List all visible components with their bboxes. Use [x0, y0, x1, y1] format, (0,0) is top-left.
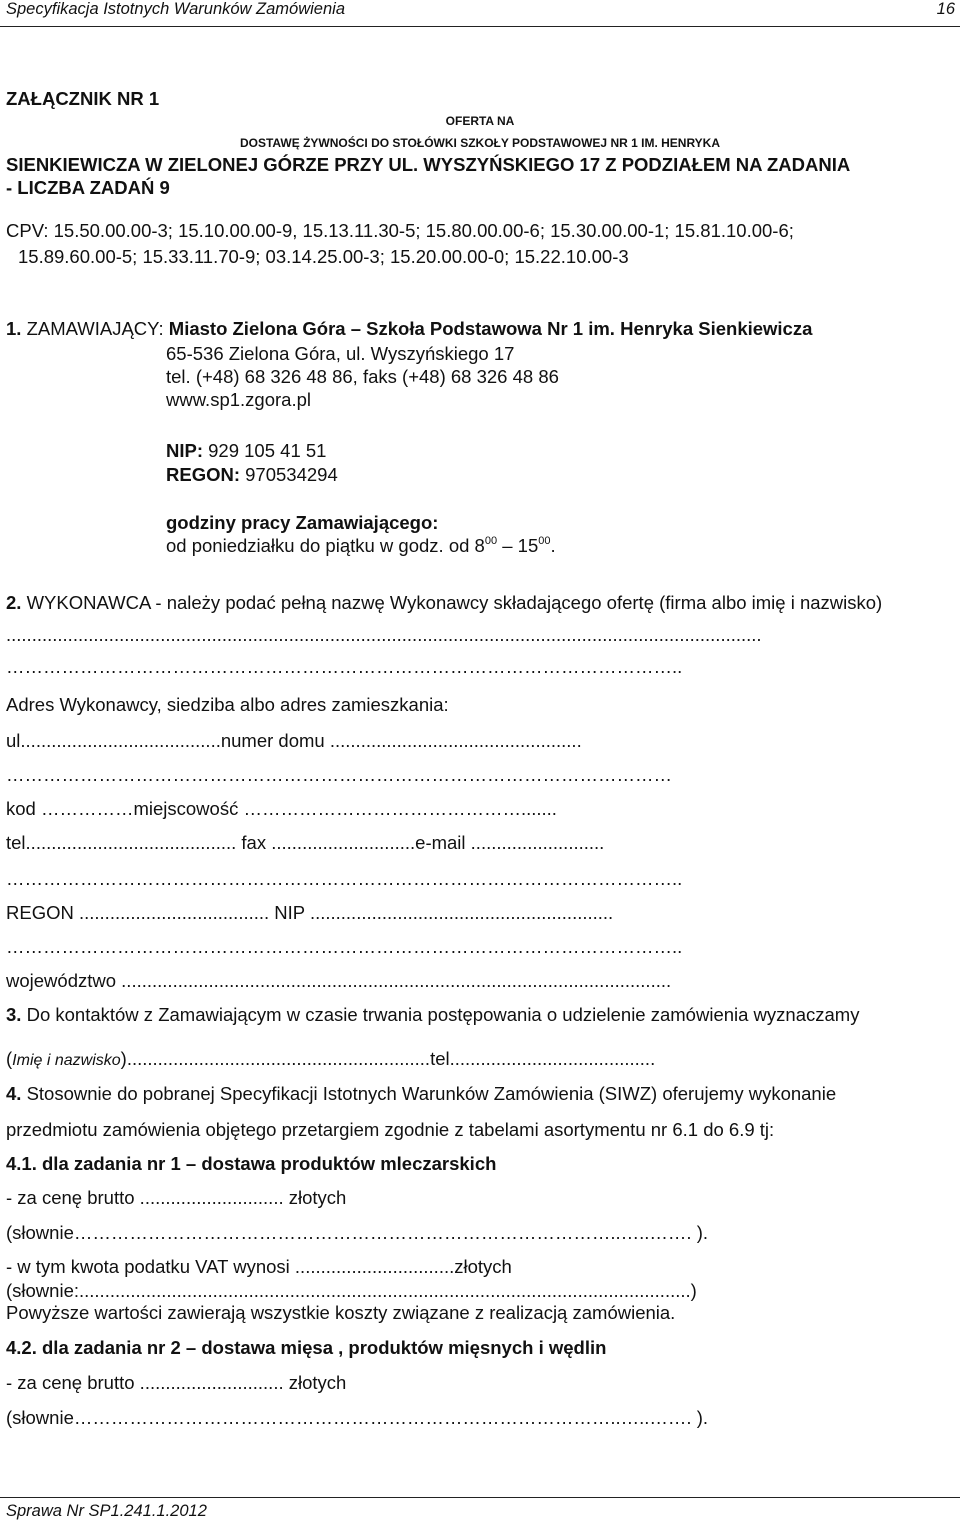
task-1-vat-words-field[interactable]: (słownie:.......................................................................................................................)	[6, 1280, 697, 1301]
phone-fax-email-field[interactable]: tel......................................... fax ............................e-mail ..........................	[6, 832, 605, 853]
offer-line-1: DOSTAWĘ ŻYWNOŚCI DO STOŁÓWKI SZKOŁY PODSTAWOWEJ NR 1 IM. HENRYKA	[239, 136, 721, 150]
offer-line-3: - LICZBA ZADAŃ 9	[6, 177, 170, 198]
offer-title: OFERTA NA	[445, 114, 515, 128]
section-1-heading	[6, 318, 812, 340]
postal-code-city-field[interactable]: kod ……………miejscowość ……………………………………….......	[6, 798, 557, 819]
contracting-authority-address: 65-536 Zielona Góra, ul. Wyszyńskiego 17	[166, 343, 515, 364]
section-4-number: 4.	[6, 1083, 22, 1104]
section-3-heading	[6, 1004, 859, 1026]
hours-sup-1: 00	[484, 535, 498, 547]
task-2-price-field[interactable]: - za cenę brutto ............................ złotych	[6, 1372, 347, 1393]
regon-value: 970534294	[245, 464, 338, 485]
section-4-line-2: przedmiotu zamówienia objętego przetargiem zgodnie z tabelami asortymentu nr 6.1 do 6.9 tj:	[6, 1119, 775, 1140]
task-1-price-field[interactable]: - za cenę brutto ............................ złotych	[6, 1187, 347, 1208]
page-number: 16	[936, 0, 955, 18]
address-field-2[interactable]: ………………………………………………………………………………………………	[6, 764, 672, 785]
working-hours	[166, 535, 556, 557]
cpv-line-1: CPV: 15.50.00.00-3; 15.10.00.00-9, 15.13.11.30-5; 15.80.00.00-6; 15.30.00.00-1; 15.81.10.00-6;	[6, 220, 794, 241]
contact-field-2[interactable]: ………………………………………………………………………………………………..	[6, 868, 683, 889]
task-2-number: 4.2.	[6, 1337, 37, 1358]
offer-line-2: SIENKIEWICZA W ZIELONEJ GÓRZE PRZY UL. WYSZYŃSKIEGO 17 Z PODZIAŁEM NA ZADANIA	[6, 154, 851, 175]
cpv-line-2: 15.89.60.00-5; 15.33.11.70-9; 03.14.25.00-3; 15.20.00.00-0; 15.22.10.00-3	[18, 246, 629, 267]
section-2-heading	[6, 592, 882, 614]
nip-label: NIP:	[166, 440, 203, 461]
task-1-heading	[6, 1153, 496, 1175]
task-1-price-words-field[interactable]: (słownie……………………………………………………………………………..…..……. ).	[6, 1222, 708, 1243]
task-1-vat-field[interactable]: - w tym kwota podatku VAT wynosi ...............................złotych	[6, 1256, 512, 1277]
contact-name-label: Imię i nazwisko	[12, 1052, 121, 1069]
task-1-title: dla zadania nr 1 – dostawa produktów mleczarskich	[42, 1153, 497, 1174]
page-header	[0, 0, 960, 27]
nip-line	[166, 440, 326, 462]
contracting-authority-phone: tel. (+48) 68 326 48 86, faks (+48) 68 326 48 86	[166, 366, 559, 387]
task-1-note: Powyższe wartości zawierają wszystkie koszty związane z realizacją zamówienia.	[6, 1302, 676, 1323]
street-field[interactable]: ul.......................................numer domu .................................................	[6, 730, 582, 751]
header-title: Specyfikacja Istotnych Warunków Zamówienia	[6, 0, 346, 18]
contracting-authority-name: Miasto Zielona Góra – Szkoła Podstawowa Nr 1 im. Henryka Sienkiewicza	[168, 318, 813, 339]
contractor-address-label: Adres Wykonawcy, siedziba albo adres zamieszkania:	[6, 694, 449, 715]
page-footer-rule	[0, 1497, 960, 1498]
footer-case-number: Sprawa Nr SP1.241.1.2012	[6, 1502, 207, 1520]
section-1-label: ZAMAWIAJĄCY:	[26, 318, 164, 339]
section-3-number: 3.	[6, 1004, 22, 1025]
contractor-name-field-2[interactable]: ………………………………………………………………………………………………..	[6, 656, 683, 677]
nip-value: 929 105 41 51	[208, 440, 327, 461]
section-1-number: 1.	[6, 318, 22, 339]
section-4-line-1	[6, 1083, 836, 1105]
hours-dash: – 15	[497, 535, 539, 556]
section-4-text-1: Stosownie do pobranej Specyfikacji Istotnych Warunków Zamówienia (SIWZ) oferujemy wykonanie	[26, 1083, 837, 1104]
working-hours-label: godziny pracy Zamawiającego:	[166, 512, 439, 533]
contracting-authority-www: www.sp1.zgora.pl	[166, 389, 311, 410]
hours-prefix: od poniedziałku do piątku w godz. od 8	[166, 535, 485, 556]
hours-end: .	[550, 535, 556, 556]
task-2-heading	[6, 1337, 606, 1359]
contractor-name-field[interactable]: ...................................................................................................................................................	[6, 624, 762, 645]
voivodeship-field[interactable]: województwo ...........................................................................................................	[6, 970, 672, 991]
section-2-text: WYKONAWCA - należy podać pełną nazwę Wykonawcy składającego ofertę (firma albo imię i nazwisko)	[26, 592, 883, 613]
regon-nip-field-2[interactable]: ………………………………………………………………………………………………..	[6, 936, 683, 957]
section-3-text: Do kontaktów z Zamawiającym w czasie trwania postępowania o udzielenie zamówienia wyznaczamy	[26, 1004, 860, 1025]
task-1-number: 4.1.	[6, 1153, 37, 1174]
attachment-title: ZAŁĄCZNIK NR 1	[6, 88, 160, 109]
contact-person-line: )...........................................................tel........................................	[120, 1048, 656, 1069]
section-2-number: 2.	[6, 592, 22, 613]
contact-person-field[interactable]: (Imię i nazwisko)...........................................................tel........................................	[6, 1048, 656, 1069]
task-2-title: dla zadania nr 2 – dostawa mięsa , produktów mięsnych i wędlin	[42, 1337, 607, 1358]
regon-label: REGON:	[166, 464, 240, 485]
regon-line	[166, 464, 338, 486]
task-2-price-words-field[interactable]: (słownie……………………………………………………………………………..…..……. ).	[6, 1407, 708, 1428]
hours-sup-2: 00	[538, 535, 551, 547]
regon-nip-field[interactable]: REGON ..................................... NIP ...........................................................	[6, 902, 614, 923]
